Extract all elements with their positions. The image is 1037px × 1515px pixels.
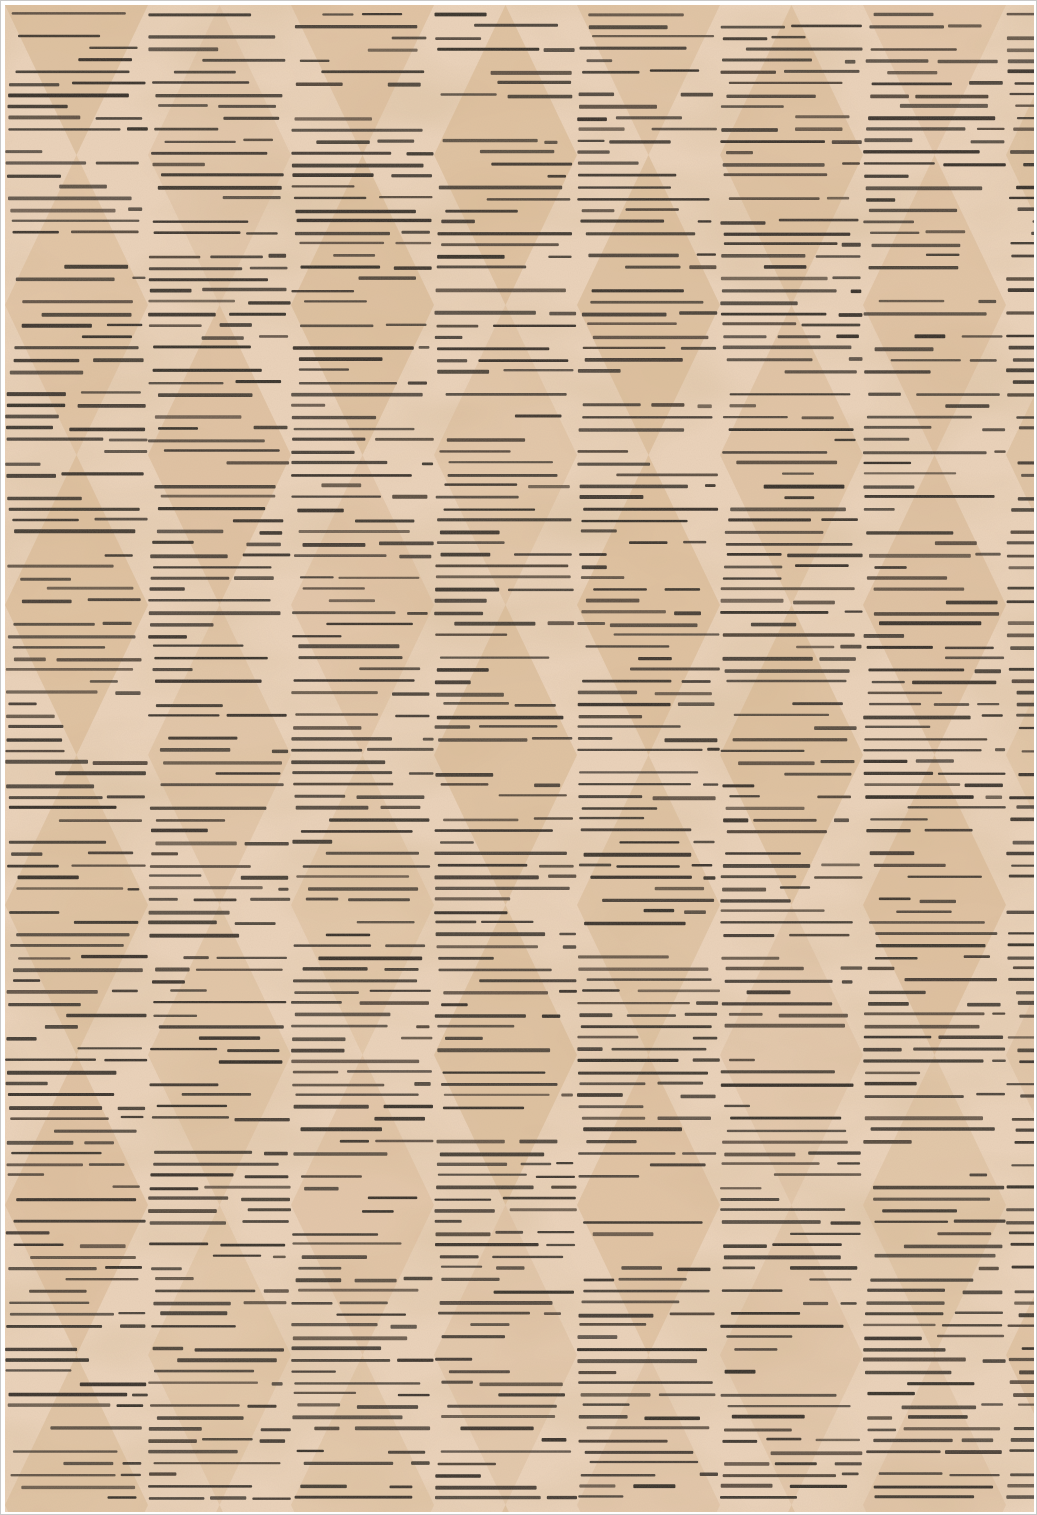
rug-grain	[5, 5, 1034, 1512]
rug-pattern	[5, 5, 1034, 1512]
rug-image	[5, 5, 1034, 1512]
